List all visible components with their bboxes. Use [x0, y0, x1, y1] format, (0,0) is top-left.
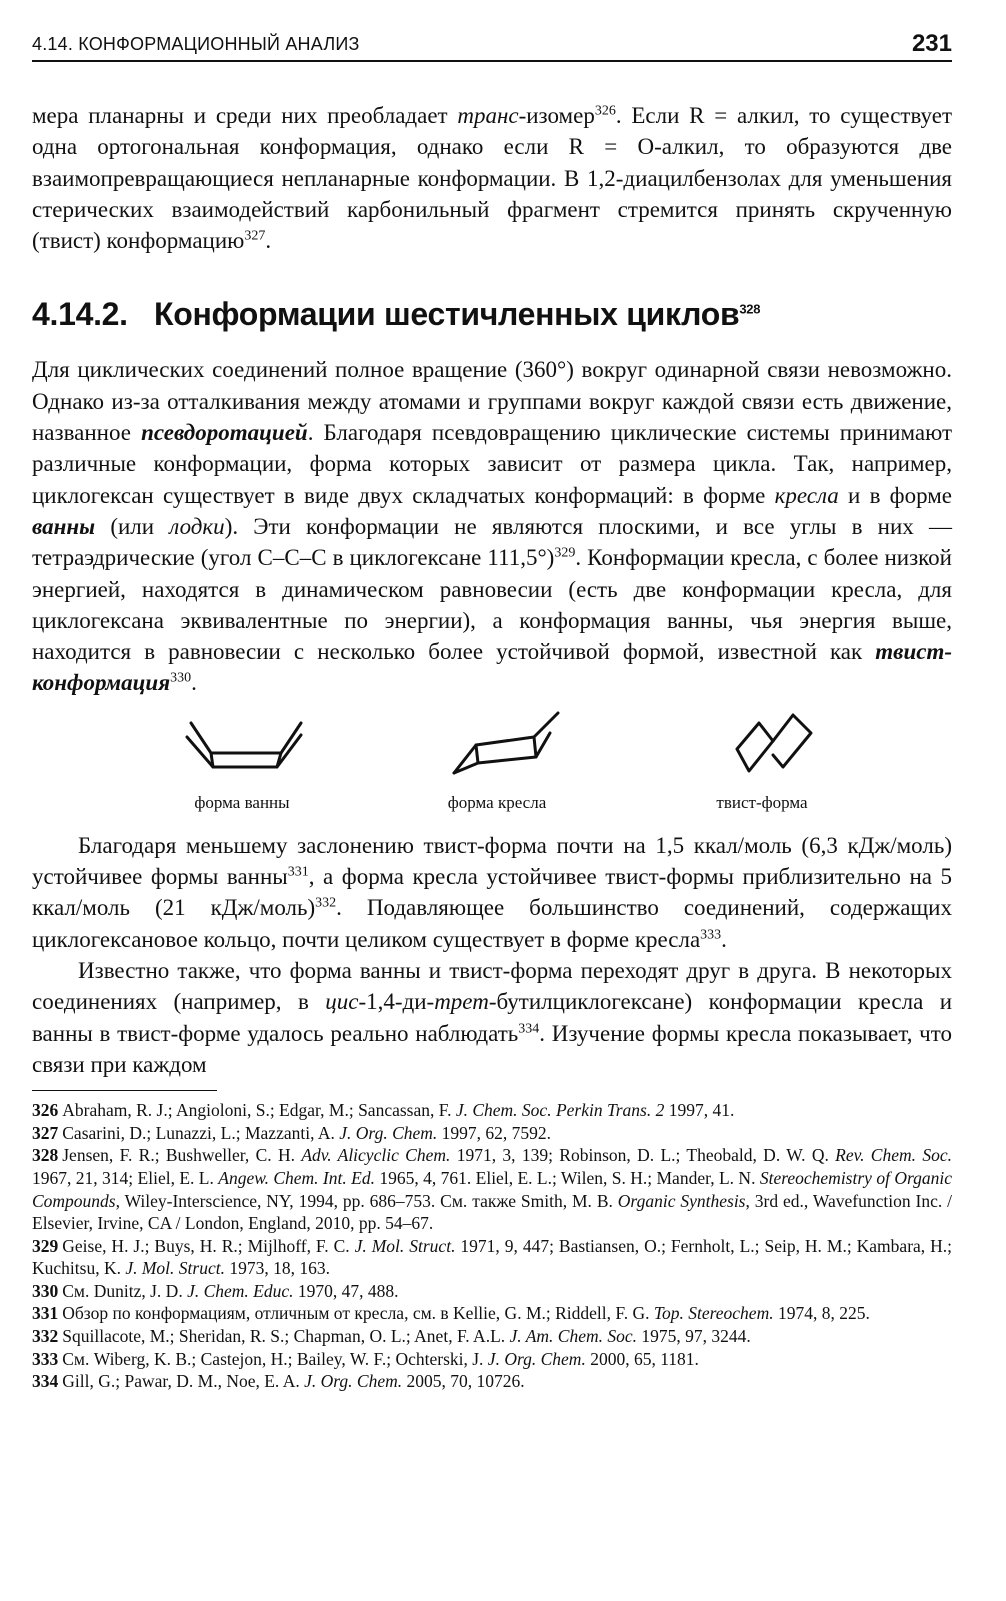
footnote-ref: 326: [594, 103, 616, 119]
running-head: [32, 30, 952, 62]
footnote-331: 331 Обзор по конформациям, отличным от кресла, см. в Kellie, G. M.; Riddell, F. G. Top. Stereochem. 1974, 8, 225.: [32, 1303, 870, 1324]
page-number: 231: [911, 30, 952, 57]
figure-caption: форма кресла: [447, 792, 547, 812]
footnote-ref: 331: [287, 864, 309, 880]
footnote-333: 333 См. Wiberg, K. B.; Castejon, H.; Bailey, W. F.; Ochterski, J. J. Org. Chem. 2000, 65, 1181.: [32, 1348, 699, 1369]
footnote-334: 334 Gill, G.; Pawar, D. M., Noe, E. A. J. Org. Chem. 2005, 70, 10726.: [32, 1371, 525, 1392]
footnote-ref: 334: [518, 1020, 540, 1036]
footnote-330: 330 См. Dunitz, J. D. J. Chem. Educ. 1970, 47, 488.: [32, 1280, 399, 1301]
footnote-ref: 327: [244, 228, 266, 244]
section-title: Конформации шестичленных циклов: [154, 296, 740, 333]
figure-boat: [157, 711, 327, 818]
footnote-ref: 329: [554, 545, 576, 561]
footnotes: [32, 1099, 952, 1393]
section-number: 4.14.2.: [32, 296, 128, 333]
footnote-326: 326 Abraham, R. J.; Angioloni, S.; Edgar, M.; Sancassan, F. J. Chem. Soc. Perkin Trans. 2 1997, 41.: [32, 1100, 735, 1121]
paragraph-interconversion: Известно также, что форма ванны и твист-форма переходят друг в друга. В некоторых соединениях (например, в цис-1,4-ди-трет-бутилциклогексане) конформации кресла и ванны в твист-форме удалось реально наблюдать$^{334}$. Изучение формы кресла показывает, что связи при каждом: [32, 957, 953, 1077]
footnote-329: 329 Geise, H. J.; Buys, H. R.; Mijlhoff, F. C. J. Mol. Struct. 1971, 9, 447; Bastiansen, O.; Fernholt, L.; Seip, H. M.; Kambara, H.; Kuchitsu, K. J. Mol. Struct. 1973, 18, 163.: [32, 1235, 952, 1279]
footnote-327: 327 Casarini, D.; Lunazzi, L.; Mazzanti, A. J. Org. Chem. 1997, 62, 7592.: [32, 1122, 552, 1143]
figure-caption: форма ванны: [194, 792, 290, 812]
boat-conformation-icon: [177, 711, 307, 781]
footnote-ref: 328: [739, 301, 761, 317]
footnote-328: 328 Jensen, F. R.; Bushweller, C. H. Adv. Alicyclic Chem. 1971, 3, 139; Robinson, D. L.; Theobald, D. W. Q. Rev. Chem. Soc. 1967, 21, 314; Eliel, E. L. Angew. Chem. Int. Ed. 1965, 4, 761. Eliel, E. L.; Wilen, S. H.; Mander, L. N. Stereochemistry of Organic Compounds, Wiley-Interscience, NY, 1994, pp. 686–753. См. также Smith, M. B. Organic Synthesis, 3rd ed., Wavefunction Inc. / Elsevier, Irvine, CA / London, England, 2010, pp. 54–67.: [32, 1145, 953, 1234]
footnote-divider: [32, 1090, 217, 1091]
footnote-ref: 330: [170, 670, 192, 686]
figure-twist: [672, 711, 852, 818]
section-heading: [32, 294, 952, 334]
conformation-figures: [32, 711, 952, 826]
footnote-ref: 332: [315, 895, 337, 911]
chair-conformation-icon: [432, 711, 562, 781]
running-head-title: 4.14. КОНФОРМАЦИОННЫЙ АНАЛИЗ: [32, 34, 360, 54]
paragraph-stability: Благодаря меньшему заслонению твист-форма почти на 1,5 ккал/моль (6,3 кДж/моль) устойчивее формы ванны$^{331}$, а форма кресла устойчивее твист-формы приблизительно на 5 ккал/моль (21 кДж/моль)$^{332}$. Подавляющее большинство соединений, содержащих циклогексановое кольцо, почти целиком существует в форме кресла$^{333}$.: [32, 832, 952, 952]
intro-paragraph: мера планарны и среди них преобладает транс-изомер$^{326}$. Если R = алкил, то существует одна ортогональная конформация, однако если R = O-алкил, то образуются две взаимопревращающиеся непланарные конформации. В 1,2-диацилбензолах для уменьшения стерических взаимодействий карбонильный фрагмент стремится принять скрученную (твист) конформацию$^{327}$.: [32, 103, 952, 254]
figure-chair: [407, 711, 587, 818]
twist-conformation-icon: [697, 711, 827, 781]
footnote-332: 332 Squillacote, M.; Sheridan, R. S.; Chapman, O. L.; Anet, F. A.L. J. Am. Chem. Soc. 1975, 97, 3244.: [32, 1326, 751, 1347]
paragraph-pseudorotation: Для циклических соединений полное вращение (360°) вокруг одинарной связи невозможно. Однако из-за отталкивания между атомами и группами вокруг каждой связи есть движение, названное псевдоротацией. Благодаря псевдовращению циклические системы принимают различные конформации, форма которых зависит от размера цикла. Так, например, циклогексан существует в виде двух складчатых конформаций: в форме кресла и в форме ванны (или лодки). Эти конформации не являются плоскими, и все углы в них — тетраэдрические (угол C–C–C в циклогексане 111,5°)$^{329}$. Конформации кресла, с более низкой энергией, находятся в динамическом равновесии (есть две конформации кресла, для циклогексана эквивалентные по энергии), а конформация ванны, чья энергия выше, находится в равновесии с несколько более устойчивой формой, известной как твист-конформация$^{330}$.: [32, 357, 952, 696]
footnote-ref: 333: [700, 926, 722, 942]
main-text: [32, 100, 952, 1393]
figure-caption: твист-форма: [716, 792, 808, 812]
